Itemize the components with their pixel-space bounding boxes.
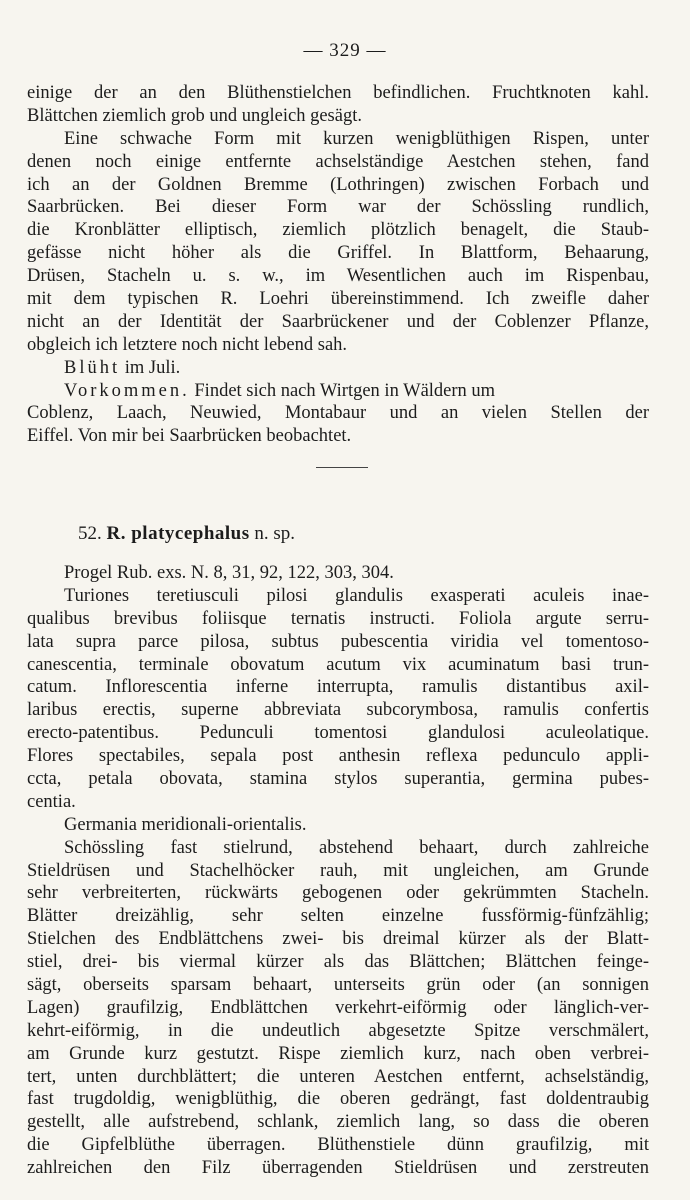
species-number: 52. — [78, 523, 102, 544]
text-line: obgleich ich letztere noch nicht lebend sah. — [27, 334, 348, 355]
species-name: R. platycephalus — [106, 523, 250, 544]
text-line: Eiffel. Von mir bei Saarbrücken beobachtet. — [27, 426, 352, 447]
text-line: gestellt, alle aufstrebend, schlank, ziemlich lang, so dass die oberen — [27, 1112, 649, 1133]
occurrence-text: Findet sich nach Wirtgen in Wäldern um — [189, 380, 496, 401]
text-line: mit dem typischen R. Loehri übereinstimmend. Ich zweifle daher — [27, 289, 649, 310]
text-line: Eine schwache Form mit kurzen wenigblüthigen Rispen, unter — [64, 128, 649, 149]
text-line: Lagen) graufilzig, Endblättchen verkehrt-eiförmig oder länglich-ver- — [27, 997, 649, 1018]
occurrence-line — [27, 380, 649, 403]
text-line: nicht an der Identität der Saarbrückener und der Coblenzer Pflanze, — [27, 311, 649, 332]
text-line: qualibus brevibus foliisque ternatis instructi. Foliola argute serru- — [27, 608, 649, 629]
text-line: sägt, oberseits sparsam behaart, unterseits grün oder (an sonnigen — [27, 975, 649, 996]
text-line: Flores spectabiles, sepala post anthesin reflexa pedunculo appli- — [27, 746, 649, 767]
text-line: kehrt-eiförmig, in die undeutlich abgesetzte Spitze verschmälert, — [27, 1020, 649, 1041]
section-divider — [316, 467, 368, 468]
text-line: Stielchen des Endblättchens zwei- bis dreimal kürzer als der Blatt- — [27, 929, 649, 950]
flowering-label: Blüht — [64, 357, 121, 378]
paragraph-form-description — [27, 82, 649, 448]
text-line: canescentia, terminale obovatum acutum vix acuminatum basi trun- — [27, 654, 649, 675]
text-line: Blättchen ziemlich grob und ungleich gesägt. — [27, 105, 362, 126]
text-line: fast trugdoldig, wenigblüthig, die oberen gedrängt, fast doldentraubig — [27, 1089, 649, 1110]
text-line: ich an der Goldnen Bremme (Lothringen) zwischen Forbach und — [27, 174, 649, 195]
text-line: ccta, petala obovata, stamina stylos superantia, germina pubes- — [27, 769, 649, 790]
text-line: Turiones teretiusculi pilosi glandulis exasperati aculeis inae- — [64, 585, 649, 606]
text-line: erecto-patentibus. Pedunculi tomentosi glandulosi aculeolatique. — [27, 723, 649, 744]
text-line: die Gipfelblüthe überragen. Blüthenstiele dünn graufilzig, mit — [27, 1135, 649, 1156]
page-number: — 329 — — [303, 40, 387, 61]
text-line: catum. Inflorescentia inferne interrupta, ramulis distantibus axil- — [27, 677, 649, 698]
text-line: stiel, drei- bis viermal kürzer als das Blättchen; Blättchen feinge- — [27, 952, 649, 973]
text-line: am Grunde kurz gestutzt. Rispe ziemlich kurz, nach oben verbrei- — [27, 1043, 649, 1064]
occurrence-label: Vorkommen. — [64, 380, 190, 401]
text-line: Coblenz, Laach, Neuwied, Montabaur und an vielen Stellen der — [27, 403, 649, 424]
text-line: sehr verbreiterten, rückwärts gebogenen oder gekrümmten Stacheln. — [27, 883, 649, 904]
species-heading — [78, 522, 295, 546]
text-line: einige der an den Blüthenstielchen befindlichen. Fruchtknoten kahl. — [27, 83, 649, 103]
text-line: gefässe nicht höher als die Griffel. In Blattform, Behaarung, — [27, 243, 649, 264]
text-line: laribus erectis, superne abbreviata subcorymbosa, ramulis confertis — [27, 700, 649, 721]
text-line: Blätter dreizählig, sehr selten einzelne fussförmig-fünfzählig; — [27, 906, 649, 927]
text-line: Saarbrücken. Bei dieser Form war der Schössling rundlich, — [27, 197, 649, 218]
species-suffix: n. sp. — [249, 523, 296, 544]
text-line: zahlreichen den Filz überragenden Stieldrüsen und zerstreuten — [27, 1158, 649, 1179]
flowering-text: im Juli. — [120, 357, 181, 378]
text-line: Drüsen, Stacheln u. s. w., im Wesentlichen auch im Rispenbau, — [27, 266, 649, 287]
text-line: die Kronblätter elliptisch, ziemlich plötzlich benagelt, die Staub- — [27, 220, 649, 241]
text-line: lata supra parce pilosa, subtus pubescentia viridia vel tomentoso- — [27, 631, 649, 652]
text-line: tert, unten durchblättert; die unteren Aestchen entfernt, achselständig, — [27, 1066, 649, 1087]
flowering-line — [27, 357, 649, 380]
text-line: Stieldrüsen und Stachelhöcker rauh, mit ungleichen, am Grunde — [27, 860, 649, 881]
distribution-region: Germania meridionali-orientalis. — [64, 814, 307, 835]
exsiccata-reference: Progel Rub. exs. N. 8, 31, 92, 122, 303, 304. — [64, 563, 394, 583]
latin-diagnosis — [27, 562, 649, 1180]
text-line: centia. — [27, 791, 76, 812]
text-line: Schössling fast stielrund, abstehend behaart, durch zahlreiche — [64, 837, 649, 858]
text-line: denen noch einige entfernte achselständige Aestchen stehen, fand — [27, 151, 649, 172]
